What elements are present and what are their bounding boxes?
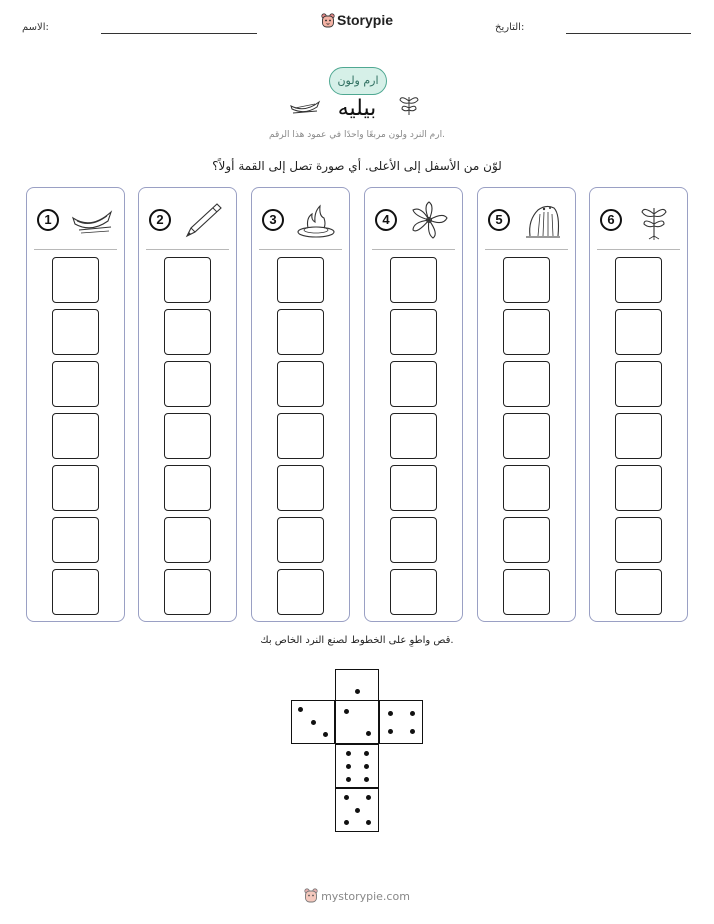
color-box[interactable] — [503, 257, 550, 303]
color-box[interactable] — [615, 257, 662, 303]
color-box[interactable] — [52, 465, 99, 511]
color-box[interactable] — [52, 569, 99, 615]
dice-face-5 — [335, 788, 379, 832]
name-label: الاسم: — [22, 22, 49, 33]
storypie-logo-icon — [321, 13, 335, 31]
column-separator — [485, 249, 568, 250]
color-box[interactable] — [52, 413, 99, 459]
color-box[interactable] — [503, 309, 550, 355]
cut-instruction: قص واطوِ على الخطوط لصنع النرد الخاص بك. — [260, 635, 454, 646]
dice-pip — [366, 731, 371, 736]
color-box[interactable] — [615, 309, 662, 355]
column-5 — [477, 187, 576, 622]
dice-face-6 — [335, 744, 379, 788]
column-number: 6 — [600, 209, 622, 231]
color-box[interactable] — [164, 569, 211, 615]
dice-pip — [366, 820, 371, 825]
column-1 — [26, 187, 125, 622]
color-box[interactable] — [503, 465, 550, 511]
dice-pip — [344, 709, 349, 714]
dice-pip — [355, 689, 360, 694]
column-number: 4 — [375, 209, 397, 231]
color-box[interactable] — [277, 517, 324, 563]
color-box[interactable] — [615, 569, 662, 615]
color-box[interactable] — [390, 309, 437, 355]
color-box[interactable] — [164, 361, 211, 407]
color-box[interactable] — [52, 361, 99, 407]
pencil-icon — [181, 200, 225, 240]
dice-pip — [311, 720, 316, 725]
color-box[interactable] — [390, 413, 437, 459]
column-6 — [589, 187, 688, 622]
column-3 — [251, 187, 350, 622]
dice-face-3 — [291, 700, 335, 744]
dice-pip — [346, 751, 351, 756]
column-separator — [146, 249, 229, 250]
dice-pip — [298, 707, 303, 712]
color-box[interactable] — [52, 309, 99, 355]
column-number: 1 — [37, 209, 59, 231]
brand — [0, 12, 714, 31]
campfire-icon — [294, 200, 338, 240]
sprout-icon — [397, 91, 421, 117]
color-box[interactable] — [390, 361, 437, 407]
storypie-logo-icon — [304, 888, 318, 906]
column-separator — [597, 249, 680, 250]
dice-pip — [323, 732, 328, 737]
dice-pip — [410, 729, 415, 734]
subtitle: ارم النرد ولون مربعًا واحدًا في عمود هذا الرقم. — [269, 130, 445, 140]
color-box[interactable] — [390, 257, 437, 303]
column-number: 2 — [149, 209, 171, 231]
column-separator — [259, 249, 342, 250]
color-box[interactable] — [615, 465, 662, 511]
date-label: التاريخ: — [495, 22, 525, 33]
color-box[interactable] — [503, 361, 550, 407]
dice-face-2 — [335, 700, 379, 744]
dice-pip — [364, 751, 369, 756]
column-number: 3 — [262, 209, 284, 231]
canoe-icon — [69, 200, 113, 240]
color-box[interactable] — [615, 361, 662, 407]
dice-pip — [410, 711, 415, 716]
waterfall-icon — [520, 200, 564, 240]
footer — [0, 888, 714, 906]
color-box[interactable] — [390, 517, 437, 563]
name-line[interactable] — [101, 33, 257, 34]
color-box[interactable] — [615, 517, 662, 563]
color-box[interactable] — [52, 257, 99, 303]
dice-pip — [344, 795, 349, 800]
instruction: لوّن من الأسفل إلى الأعلى. أي صورة تصل إلى القمة أولاً؟ — [212, 159, 502, 173]
color-box[interactable] — [503, 569, 550, 615]
color-box[interactable] — [277, 309, 324, 355]
color-box[interactable] — [164, 413, 211, 459]
sprout-icon — [632, 200, 676, 240]
color-box[interactable] — [277, 569, 324, 615]
brand-name: Storypie — [336, 12, 393, 28]
dice-pip — [355, 808, 360, 813]
dice-pip — [366, 795, 371, 800]
flower-icon — [407, 200, 451, 240]
date-line[interactable] — [566, 33, 691, 34]
color-box[interactable] — [164, 309, 211, 355]
color-box[interactable] — [277, 413, 324, 459]
dice-pip — [364, 764, 369, 769]
color-box[interactable] — [277, 257, 324, 303]
column-separator — [372, 249, 455, 250]
dice-face-4 — [379, 700, 423, 744]
dice-pip — [364, 777, 369, 782]
color-box[interactable] — [390, 465, 437, 511]
roll-and-color-badge: ارم ولون — [329, 67, 387, 95]
color-box[interactable] — [503, 413, 550, 459]
color-box[interactable] — [277, 465, 324, 511]
column-number: 5 — [488, 209, 510, 231]
color-box[interactable] — [277, 361, 324, 407]
dice-pip — [344, 820, 349, 825]
column-4 — [364, 187, 463, 622]
column-separator — [34, 249, 117, 250]
dice-pip — [346, 777, 351, 782]
color-box[interactable] — [164, 465, 211, 511]
dice-pip — [388, 711, 393, 716]
color-box[interactable] — [615, 413, 662, 459]
color-box[interactable] — [503, 517, 550, 563]
color-box[interactable] — [164, 517, 211, 563]
column-2 — [138, 187, 237, 622]
footer-url: mystorypie.com — [321, 890, 410, 903]
color-box[interactable] — [164, 257, 211, 303]
page-title: بيليه — [337, 96, 377, 121]
dice-pip — [346, 764, 351, 769]
dice-pip — [388, 729, 393, 734]
color-box[interactable] — [52, 517, 99, 563]
color-box[interactable] — [390, 569, 437, 615]
